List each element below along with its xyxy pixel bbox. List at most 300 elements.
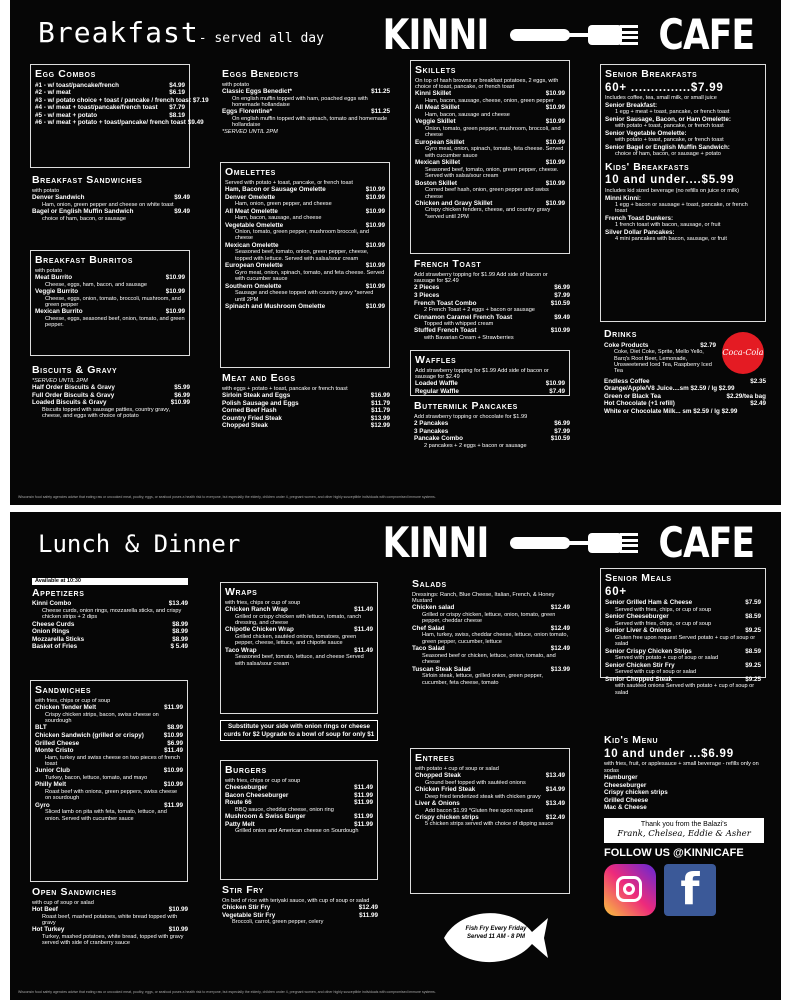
menu-item-description: 2 pancakes + 2 eggs + bacon or sausage — [424, 442, 527, 449]
menu-item — [605, 613, 761, 621]
menu-item-description: Cheese, eggs, ham, bacon, and sausage — [45, 281, 148, 288]
menu-item — [605, 102, 761, 110]
menu-item-name: Chicken Ranch Wrap — [225, 606, 288, 614]
menu-item — [415, 814, 565, 822]
menu-item-price: $11.25 — [371, 108, 390, 116]
menu-item-price: $10.99 — [545, 90, 565, 98]
menu-item-name: Loaded Waffle — [415, 380, 458, 388]
menu-item-price: $12.49 — [550, 604, 570, 612]
menu-item — [415, 388, 565, 396]
menu-item — [35, 781, 183, 789]
menu-item — [225, 303, 385, 311]
menu-item-description: Ham, turkey, swiss, cheddar cheese, lettuce, onion tomato, green pepper, cucumber, lettuce — [422, 632, 569, 645]
menu-item — [414, 300, 570, 308]
menu-item — [222, 407, 390, 415]
menu-item — [412, 625, 570, 633]
menu-item-description: BBQ sauce, cheddar cheese, onion ring — [235, 806, 334, 813]
menu-item — [412, 645, 570, 653]
menu-item — [225, 606, 373, 614]
menu-item-price: $11.99 — [354, 799, 373, 807]
menu-item-price: $12.99 — [370, 422, 390, 430]
menu-item-name: Cheeseburger — [225, 784, 268, 792]
menu-item-description: Grilled or crispy chicken, lettuce, onion, tomato, green pepper, cheddar cheese — [422, 611, 556, 625]
menu-item — [35, 747, 183, 755]
menu-item-price: $11.99 — [354, 820, 373, 828]
menu-item-name: Basket of Fries — [32, 643, 78, 651]
menu-item-price: $8.99 — [172, 635, 188, 643]
menu-item-description: Sausage and cheese topped with country gravy *served until 2PM — [235, 290, 374, 303]
menu-item — [605, 195, 761, 203]
menu-item-price: $8.59 — [745, 613, 761, 621]
menu-item-price: $11.49 — [354, 784, 373, 792]
menu-item-price: $7.49 — [549, 387, 565, 395]
menu-item-price: $10.59 — [550, 299, 570, 307]
menu-item-name: #3 - w/ potato choice + toast / pancake / french toast — [35, 96, 191, 104]
menu-item — [222, 904, 378, 912]
menu-item-description: Crispy chicken strips, bacon, swiss cheese on sourdough — [45, 711, 159, 724]
menu-item-price: $7.59 — [745, 599, 761, 607]
menu-item — [35, 740, 183, 748]
menu-item-price: $6.99 — [554, 420, 570, 428]
menu-item-price: $9.25 — [745, 661, 761, 669]
menu-item-price: $10.99 — [365, 186, 385, 194]
menu-item — [32, 628, 188, 636]
menu-item-name: BLT — [35, 724, 47, 732]
menu-item-price: $10.99 — [365, 221, 385, 229]
kinni-cafe-logo-2: KINNI CAFE — [382, 518, 755, 567]
menu-item-name: Eggs Florentine* — [222, 108, 273, 116]
breakfast-food-safety-footer: Wisconsin food safety agencies advise that eating raw or uncooked meat, poultry, eggs, or seafood poses a health risk to everyone, but especially the elderly, children under 4, pregnant women, and other highly susceptible individuals with compromised immune systems. — [18, 495, 436, 499]
menu-item-price: $10.59 — [550, 435, 570, 443]
menu-item-description: 1 egg + meat + toast, pancake, or french toast — [615, 109, 730, 116]
menu-item-price: $7.19 — [192, 96, 209, 104]
menu-item — [604, 789, 764, 797]
menu-item-description: Ham, bacon, sausage, and cheese — [235, 215, 322, 222]
sandwiches-section: Sandwiches with fries, chips or cup of soup Chicken Tender Melt $11.99 Crispy chicken strips, bacon, swiss cheese on sourdough BLT $8.99 Chicken Sandwich (grilled or crispy) $10.99 Grilled Cheese $6.99 Monte Cristo $11.49 Ham, turkey and swiss cheese on two pieces of french toast Junior Club $10.99 Turkey, bacon, lettuce, tomato, and mayo Philly Melt $10.99 Roast beef with onions, green peppers, swiss cheese on sourdough Gyro $11.99 Sliced lamb on pita with feta, tomato, lettuce, and onion. Served with cucumber sauce — [30, 680, 188, 882]
menu-item-name: Full Order Biscuits & Gravy — [32, 391, 115, 399]
menu-item-price: $10.99 — [545, 179, 565, 187]
menu-item — [415, 380, 565, 388]
menu-item-description: Ham, turkey and swiss cheese on two pieces of french toast — [45, 754, 180, 768]
menu-item-price: $11.99 — [164, 704, 183, 712]
menu-item-description: Seasoned beef, tomato, lettuce, and cheese Served with salsa/sour cream — [235, 654, 364, 667]
menu-item-name: Taco Wrap — [225, 646, 257, 654]
menu-item — [222, 108, 390, 116]
menu-item-name: Stuffed French Toast — [414, 327, 477, 335]
menu-item-name: Senior Cheeseburger — [605, 613, 669, 621]
menu-item — [605, 599, 761, 607]
menu-item — [225, 194, 385, 202]
menu-item-description: Served with potato + cup of soup or salad — [615, 655, 719, 662]
menu-item-description: 1 french toast with bacon, sausage, or fruit — [615, 222, 721, 229]
menu-item-description: choice of ham, bacon, or sausage — [42, 215, 126, 222]
menu-item-description: Seasoned beef, tomato, onion, green pepper, cheese, topped with lettuce. Served with salsa/sour cream — [235, 249, 369, 262]
menu-item — [604, 378, 766, 386]
menu-item — [415, 800, 565, 808]
menu-item-name: Kinni Skillet — [415, 90, 452, 98]
menu-item — [222, 912, 378, 920]
menu-item-description: Ground beef topped with sautéed onions — [425, 779, 526, 786]
menu-item-name: Mushroom & Swiss Burger — [225, 813, 306, 821]
menu-item-price: $10.99 — [163, 767, 183, 775]
menu-item-price: $6.99 — [167, 739, 183, 747]
menu-item — [415, 786, 565, 794]
menu-item — [412, 604, 570, 612]
menu-item-price: $9.25 — [745, 627, 761, 635]
menu-item — [605, 627, 761, 635]
senior-kids-breakfast-section: Senior Breakfasts 60+ ...............$7.99 Includes coffee, tea, small milk, or small juice Senior Breakfast: 1 egg + meat + toast, pancake, or french toast Senior Sausage, Bacon, or Ham Omelette: with potato + toast, pancake, or french toast Senior Vegetable Omelette: with potato + toast, pancake, or french toast Senior Bagel or English Muffin Sandwich: choice of ham, bacon, or sausage + potato Kids' Breakfasts 10 and under....$5.99 Includes kid sized beverage (no refills on juice or milk) Minni Kinni: 1 egg + bacon or sausage + toast, pancake, or french toast French Toast Dunkers: 1 french toast with bacon, sausage, or fruit Silver Dollar Pancakes: 4 mini pancakes with bacon, sausage, or fruit — [600, 64, 766, 322]
menu-item-name: 3 Pieces — [414, 291, 440, 299]
menu-item-name: Country Fried Steak — [222, 414, 282, 422]
menu-item-name: Mexican Skillet — [415, 159, 461, 167]
menu-item-description: 2 French Toast + 2 eggs + bacon or sausage — [424, 307, 535, 314]
menu-item-description: with sautéed onions Served with potato + cup of soup or salad — [615, 683, 755, 696]
menu-item-name: Green or Black Tea — [604, 392, 661, 400]
menu-item-price: $4.99 — [169, 81, 185, 89]
menu-item-name: Hot Chocolate (+1 refill) — [604, 400, 675, 408]
menu-item — [35, 288, 185, 296]
menu-item-name: Cinnamon Caramel French Toast — [414, 313, 513, 321]
menu-item-price: $10.99 — [165, 287, 185, 295]
menu-item-description: 4 mini pancakes with bacon, sausage, or fruit — [615, 236, 727, 243]
menu-item-name: Loaded Biscuits & Gravy — [32, 399, 107, 407]
menu-item-name: Minni Kinni: — [605, 194, 642, 202]
appetizers-section: Available at 10:30 Appetizers Kinni Combo $13.49 Cheese curds, onion rings, mozzarella sticks, and crispy chicken strips + 2 dips Cheese Curds $8.99 Onion Rings $8.99 Mozzarella Sticks $8.99 Basket of Fries $ 5.49 — [32, 578, 188, 651]
menu-item-name: #2 - w/ meat — [35, 89, 71, 97]
menu-item-description: choice of ham, bacon, or sausage + potato — [615, 151, 721, 158]
menu-item-description: with potato + toast, pancake, or french toast — [615, 137, 724, 144]
menu-item — [222, 422, 390, 430]
menu-item-price: $11.99 — [359, 911, 378, 919]
menu-item — [415, 159, 565, 167]
menu-item-price: $8.99 — [172, 628, 188, 636]
menu-item-name: Mexican Omelette — [225, 241, 279, 249]
menu-item — [225, 647, 373, 655]
menu-item-name: Vegetable Omelette — [225, 221, 284, 229]
menu-item-name: Senior Liver & Onions — [605, 627, 672, 635]
menu-item-price: $7.79 — [169, 104, 185, 112]
menu-item-description: Ham, bacon, sausage, cheese, onion, green pepper — [425, 97, 554, 104]
menu-item — [415, 180, 565, 188]
menu-item-price: $13.99 — [370, 414, 390, 422]
menu-item — [604, 408, 766, 416]
menu-item-description: Turkey, bacon, lettuce, tomato, and mayo — [45, 774, 148, 781]
menu-item — [32, 621, 188, 629]
menu-item-price: $11.25 — [371, 88, 390, 96]
menu-item-name: 2 Pieces — [414, 284, 440, 292]
menu-item-name: Kinni Combo — [32, 600, 72, 608]
menu-item — [605, 648, 761, 656]
menu-item — [604, 774, 764, 782]
menu-item-price: $13.49 — [168, 600, 188, 608]
menu-item-name: Bacon Cheeseburger — [225, 791, 289, 799]
senior-meals-section: Senior Meals 60+ Senior Grilled Ham & Cheese $7.59 Served with fries, chips, or cup of soup Senior Cheeseburger $8.59 Served with fries, chips, or cup of soup Senior Liver & Onions $9.25 Gluten free upon request Served potato + cup of soup or salad Senior Crispy Chicken Strips $8.59 Served with potato + cup of soup or salad Senior Chicken Stir Fry $9.25 Served with cup of soup or salad Senior Chopped Steak $9.25 with sautéed onions Served with potato + cup of soup or salad — [600, 568, 766, 678]
menu-item-name: Senior Bagel or English Muffin Sandwich: — [605, 143, 730, 151]
menu-item-price: $12.49 — [550, 645, 570, 653]
menu-item-price: $9.49 — [174, 207, 190, 215]
menu-item-name: Senior Vegetable Omelette: — [605, 129, 687, 137]
menu-item — [414, 435, 570, 443]
menu-item-description: On english muffin topped with ham, poached eggs with homemade hollandaise — [232, 95, 368, 108]
menu-item-price: $10.99 — [168, 926, 188, 934]
menu-item — [32, 600, 188, 608]
menu-item-description: Broccoli, carrot, green pepper, celery — [232, 919, 324, 926]
breakfast-burritos-section: Breakfast Burritos with potato Meat Burrito $10.99 Cheese, eggs, ham, bacon, and sausage Veggie Burrito $10.99 Cheese, eggs, onion, tomato, broccoli, mushroom, and green pepper Mexican Burrito $10.99 Cheese, eggs, seasoned beef, onion, tomato, and green pepper. — [30, 250, 190, 356]
menu-item — [32, 926, 188, 934]
menu-item-name: Route 66 — [225, 799, 252, 807]
menu-item-price: $6.19 — [169, 89, 185, 97]
menu-item — [605, 215, 761, 223]
follow-us: FOLLOW US @KINNICAFE — [604, 846, 744, 859]
menu-item-name: Crispy chicken strips — [604, 789, 668, 797]
fork-knife-icon — [508, 525, 640, 561]
breakfast-page — [10, 0, 781, 505]
menu-item-name: European Omelette — [225, 262, 283, 270]
menu-item-name: Gyro — [35, 801, 50, 809]
menu-item-name: French Toast Combo — [414, 299, 477, 307]
menu-item-description: Cheese, eggs, seasoned beef, onion, tomato, and green pepper. — [45, 315, 185, 329]
menu-item-name: Patty Melt — [225, 820, 255, 828]
instagram-icon[interactable] — [604, 864, 656, 916]
menu-item — [32, 906, 188, 914]
omelettes-section: Omelettes Served with potato + toast, pancake, or french toast Ham, Bacon or Sausage Omelette $10.99 Denver Omelette $10.99 Ham, onion, green pepper, and cheese All Meat Omelette $10.99 Ham, bacon, sausage, and cheese Vegetable Omelette $10.99 Onion, tomato, green pepper, mushroom broccoli, and cheese Mexican Omelette $10.99 Seasoned beef, tomato, onion, green pepper, cheese, topped with lettuce. Served with salsa/sour cream European Omelette $10.99 Gyro meat, onion, spinach, tomato, and feta cheese. Served with cucumber sauce Southern Omelette $10.99 Sausage and cheese topped with country gravy *served until 2PM Spinach and Mushroom Omelette $10.99 — [220, 162, 390, 368]
skillets-section: Skillets On top of hash browns or breakfast potatoes, 2 eggs, with choice of toast, pancake, or french toast Kinni Skillet $10.99 Ham, bacon, sausage, cheese, onion, green pepper All Meat Skillet $10.99 Ham, bacon, sausage and cheese Veggie Skillet $10.99 Onion, tomato, green pepper, mushroom, broccoli, and cheese European Skillet $10.99 Gyro meat, onion, spinach, tomato, feta cheese. Served with cucumber sauce Mexican Skillet $10.99 Seasoned beef, tomato, onion, green pepper, cheese. Served with salsa/sour cream Boston Skillet $10.99 Corned beef hash, onion, green pepper and swiss cheese Chicken and Gravy Skillet $10.99 Crispy chicken fenders, cheese, and country gravy *served until 2PM — [410, 60, 570, 254]
wraps-section: Wraps with fries, chips or cup of soup Chicken Ranch Wrap $11.49 Grilled or crispy chicken with lettuce, tomato, ranch dressing, and cheese Chipotle Chicken Wrap $11.49 Grilled chicken, sautéed onions, tomatoes, green pepper, cheese, lettuce, and chipotle sauce Taco Wrap $11.49 Seasoned beef, tomato, lettuce, and cheese Served with salsa/sour cream — [220, 582, 378, 714]
menu-item-name: Regular Waffle — [415, 387, 459, 395]
menu-item-name: Grilled Cheese — [35, 739, 80, 747]
menu-item-name: All Meat Skillet — [415, 104, 460, 112]
menu-item — [604, 393, 766, 401]
menu-item-name: Classic Eggs Benedict* — [222, 88, 292, 96]
menu-item-name: #1 - w/ toast/pancake/french — [35, 81, 119, 89]
stir-fry-section: Stir Fry On bed of rice with teriyaki sauce, with cup of soup or salad Chicken Stir Fry $12.49 Vegetable Stir Fry $11.99 Broccoli, carrot, green pepper, celery — [222, 884, 378, 926]
menu-item-name: Crispy chicken strips — [415, 813, 479, 821]
menu-item — [35, 82, 185, 90]
menu-item-price: $10.99 — [545, 138, 565, 146]
menu-item-price: $8.99 — [172, 620, 188, 628]
menu-item-price: $8.59 — [745, 647, 761, 655]
menu-item-name: Boston Skillet — [415, 179, 457, 187]
menu-item-description: Seasoned beef, tomato, onion, green pepper, cheese. Served with salsa/sour cream — [425, 166, 559, 180]
menu-item-name: Senior Chicken Stir Fry — [605, 661, 675, 669]
menu-item-description: Roast beef, mashed potatoes, white bread topped with gravy — [42, 913, 178, 926]
menu-item — [32, 643, 188, 651]
waffles-section: Waffles Add strawberry topping for $1.99 Add side of bacon or sausage for $2.49 Loaded Waffle $10.99 Regular Waffle $7.49 — [410, 350, 570, 396]
menu-item-description: Ham, bacon, sausage and cheese — [425, 111, 510, 118]
menu-item-description: Add bacon $1.99 *Gluten free upon request — [425, 807, 533, 814]
menu-item — [32, 636, 188, 644]
menu-item-name: Taco Salad — [412, 645, 445, 653]
menu-item-description: Corned beef hash, onion, green pepper and swiss cheese — [425, 187, 549, 200]
menu-item-price: $2.29/tea bag — [726, 392, 766, 400]
menu-item-name: Monte Cristo — [35, 747, 74, 755]
menu-item-price: $10.99 — [365, 303, 385, 311]
menu-item-price: $10.99 — [165, 308, 185, 316]
menu-item-price: $11.49 — [354, 646, 373, 654]
menu-item-price: $9.25 — [745, 675, 761, 683]
menu-item — [35, 104, 185, 112]
menu-item-price: $10.99 — [545, 118, 565, 126]
menu-item-price: $9.49 — [174, 194, 190, 202]
menu-item-price: $10.99 — [365, 262, 385, 270]
menu-item-name: Denver Omelette — [225, 193, 276, 201]
menu-item — [225, 799, 373, 807]
menu-item-description: Seasoned beef or chicken, lettuce, onion, tomato, and cheese — [422, 652, 556, 666]
menu-item-description: Biscuits topped with sausage patties, country gravy, cheese, and eggs with choice of potato — [42, 406, 170, 420]
menu-item — [35, 112, 185, 120]
salads-section: Salads Dressings: Ranch, Blue Cheese, Italian, French, & Honey Mustard Chicken salad $12.49 Grilled or crispy chicken, lettuce, onion, tomato, green pepper, cheddar cheese Chef Salad $12.49 Ham, turkey, swiss, cheddar cheese, lettuce, onion tomato, green pepper, cucumber, lettuce Taco Salad $12.49 Seasoned beef or chicken, lettuce, onion, tomato, and cheese Tuscan Steak Salad $13.99 Sirloin steak, lettuce, grilled onion, green pepper, cucumber, feta cheese, tomato — [412, 578, 570, 686]
menu-item-price: $16.99 — [370, 392, 390, 400]
menu-item-price: $9.49 — [554, 313, 570, 321]
menu-item-description: Sirloin steak, lettuce, grilled onion, green pepper, cucumber, feta cheese, tomato — [422, 673, 543, 686]
menu-item — [414, 420, 570, 428]
buttermilk-pancakes-section: Buttermilk Pancakes Add strawberry topping or chocolate for $1.99 2 Pancakes $6.99 3 Pancakes $7.99 Pancake Combo $10.59 2 pancakes + 2 eggs + bacon or sausage — [414, 400, 570, 449]
menu-item-price: $10.99 — [545, 159, 565, 167]
menu-item-name: Endless Coffee — [604, 377, 650, 385]
breakfast-title: Breakfast- served all day — [38, 16, 324, 49]
menu-item — [412, 666, 570, 674]
facebook-icon[interactable]: f — [664, 864, 716, 916]
fork-knife-icon — [508, 17, 640, 53]
eggs-benedicts-section: Eggs Benedicts with potato Classic Eggs Benedict* $11.25 On english muffin topped with ham, poached eggs with homemade hollandaise Eggs Florentine* $11.25 On english muffin topped with spinach, tomato and homemade hollandaise *SERVED UNTIL 2PM — [222, 68, 390, 135]
menu-item-price: $12.49 — [358, 904, 378, 912]
menu-item — [604, 804, 764, 812]
menu-item-price: $2.49 — [750, 400, 766, 408]
menu-item-name: Denver Sandwich — [32, 194, 85, 202]
menu-item-name: Chicken Stir Fry — [222, 904, 271, 912]
biscuits-gravy-section: Biscuits & Gravy *SERVED UNTIL 2PM Half Order Biscuits & Gravy $5.99 Full Order Biscuits & Gravy $6.99 Loaded Biscuits & Gravy $10.99 Biscuits topped with sausage patties, country gravy, cheese, and eggs with choice of potato — [32, 364, 190, 420]
menu-item-price: $13.49 — [545, 799, 565, 807]
menu-item-description: Served with fries, chips, or cup of soup — [615, 606, 712, 613]
menu-item-name: Polish Sausage and Eggs — [222, 399, 299, 407]
menu-item — [225, 262, 385, 270]
menu-item-price: $11.79 — [371, 407, 390, 415]
menu-item-description: Grilled chicken, sautéed onions, tomatoes, green pepper, cheese, lettuce, and chipotle sauce — [235, 633, 357, 647]
menu-item — [35, 274, 185, 282]
menu-item-description: Deep fried tenderized steak with chicken gravy — [425, 793, 541, 800]
menu-item-name: Senior Breakfast: — [605, 101, 658, 109]
menu-item — [35, 802, 183, 810]
menu-item-price: $10.99 — [163, 731, 183, 739]
menu-item — [604, 782, 764, 790]
menu-item-price: $10.99 — [365, 241, 385, 249]
menu-item — [415, 139, 565, 147]
menu-item-description: Onion, tomato, green pepper, mushroom broccoli, and cheese — [235, 229, 370, 242]
menu-item-price: $5.99 — [174, 384, 190, 392]
menu-item-name: Chopped Steak — [415, 772, 461, 780]
menu-item-name: Chef Salad — [412, 624, 445, 632]
menu-item — [414, 292, 570, 300]
menu-item-price: $10.99 — [550, 327, 570, 335]
menu-item-name: Senior Grilled Ham & Cheese — [605, 599, 693, 607]
menu-item-price: $10.99 — [545, 380, 565, 388]
menu-item-name: Cheeseburger — [604, 781, 647, 789]
menu-item-description: Ham, onion, green pepper and cheese on white toast — [42, 201, 174, 208]
menu-item-description: Ham, onion, green pepper, and cheese — [235, 201, 332, 208]
menu-item-name: French Toast Dunkers: — [605, 214, 674, 222]
menu-item — [222, 400, 390, 408]
menu-item — [222, 88, 390, 96]
menu-item-price: $6.99 — [174, 391, 190, 399]
lunch-title: Lunch & Dinner — [38, 530, 241, 558]
menu-item — [415, 90, 565, 98]
meat-eggs-section: Meat and Eggs with eggs + potato + toast, pancake or french toast Sirloin Steak and Eggs $16.99 Polish Sausage and Eggs $11.79 Corned Beef Hash $11.79 Country Fried Steak $13.99 Chopped Steak $12.99 — [222, 372, 390, 430]
menu-item — [414, 428, 570, 436]
menu-item — [32, 399, 190, 407]
menu-item — [604, 797, 764, 805]
menu-item-description: Onion, tomato, green pepper, mushroom, broccoli, and cheese — [425, 125, 561, 139]
menu-item-price: $11.49 — [354, 606, 373, 614]
menu-item — [222, 415, 390, 423]
menu-item — [605, 130, 761, 138]
menu-item-description: On english muffin topped with spinach, tomato and homemade hollandaise — [232, 115, 388, 129]
menu-item — [605, 116, 761, 124]
menu-item — [225, 222, 385, 230]
open-sandwiches-section: Open Sandwiches with cup of soup or salad Hot Beef $10.99 Roast beef, mashed potatoes, white bread topped with gravy Hot Turkey $10.99 Turkey, mashed potatoes, white bread, topped with gravy served with side of cranberry sauce — [32, 886, 188, 947]
menu-item — [35, 89, 185, 97]
menu-item-name: Philly Melt — [35, 781, 67, 789]
menu-item-name: Chicken Sandwich (grilled or crispy) — [35, 731, 144, 739]
menu-item-name: Chicken Fried Steak — [415, 785, 476, 793]
menu-item-price: $11.99 — [164, 801, 183, 809]
menu-item-price: $14.99 — [545, 785, 565, 793]
menu-item-price: $11.99 — [354, 791, 373, 799]
menu-item — [605, 229, 761, 237]
menu-item-name: Junior Club — [35, 767, 70, 775]
menu-item — [225, 784, 373, 792]
menu-item — [32, 384, 190, 392]
menu-item — [414, 284, 570, 292]
menu-item — [225, 242, 385, 250]
menu-item-price: $9.49 — [187, 119, 204, 127]
menu-item — [225, 186, 385, 194]
menu-item-name: Liver & Onions — [415, 799, 460, 807]
menu-item-price: $11.49 — [354, 626, 373, 634]
egg-combos-section: Egg Combos #1 - w/ toast/pancake/french $4.99 #2 - w/ meat $6.19 #3 - w/ potato choice + toast / pancake / french toast $7.19 #4 - w/ meat + toast/pancake/french toast $7.79 #5 - w/ meat + potato $8.19 #6 - w/ meat + potato + toast/pancake/ french toast $9.49 — [30, 64, 190, 168]
menu-item — [415, 200, 565, 208]
menu-item — [415, 118, 565, 126]
menu-item-name: All Meat Omelette — [225, 207, 278, 215]
menu-item — [35, 308, 185, 316]
menu-item-description: Grilled or crispy chicken with lettuce, tomato, ranch dressing, and cheese — [235, 613, 362, 626]
menu-item-name: Chicken salad — [412, 604, 455, 612]
menu-item-price: $12.49 — [550, 624, 570, 632]
menu-item-name: Hamburger — [604, 774, 638, 782]
menu-item — [35, 724, 183, 732]
menu-item — [32, 392, 190, 400]
menu-item-name: Grilled Cheese — [604, 796, 649, 804]
menu-item — [35, 119, 204, 127]
menu-item-name: Silver Dollar Pancakes: — [605, 228, 675, 236]
menu-item-description: Topped with whipped cream — [424, 321, 494, 328]
menu-item-name: Sirloin Steak and Eggs — [222, 392, 291, 400]
menu-item — [225, 813, 373, 821]
menu-item-name: Vegetable Stir Fry — [222, 911, 276, 919]
kinni-cafe-logo: KINNI CAFE — [382, 10, 755, 59]
menu-item-name: Hot Turkey — [32, 926, 65, 934]
coca-cola-logo: Coca-Cola — [722, 332, 764, 374]
menu-item-price: $2.35 — [750, 377, 766, 385]
menu-item — [604, 400, 766, 408]
menu-item-name: Tuscan Steak Salad — [412, 665, 471, 673]
menu-item — [225, 792, 373, 800]
menu-item-name: Chicken and Gravy Skillet — [415, 199, 493, 207]
menu-item — [605, 144, 761, 152]
menu-item-name: Veggie Skillet — [415, 118, 456, 126]
menu-item-description: Crispy chicken fenders, cheese, and country gravy *served until 2PM — [425, 207, 551, 220]
menu-item-price: $11.49 — [164, 747, 183, 755]
menu-item-name: White or Chocolate Milk... sm $2.59 / lg $2.99 — [604, 408, 738, 416]
